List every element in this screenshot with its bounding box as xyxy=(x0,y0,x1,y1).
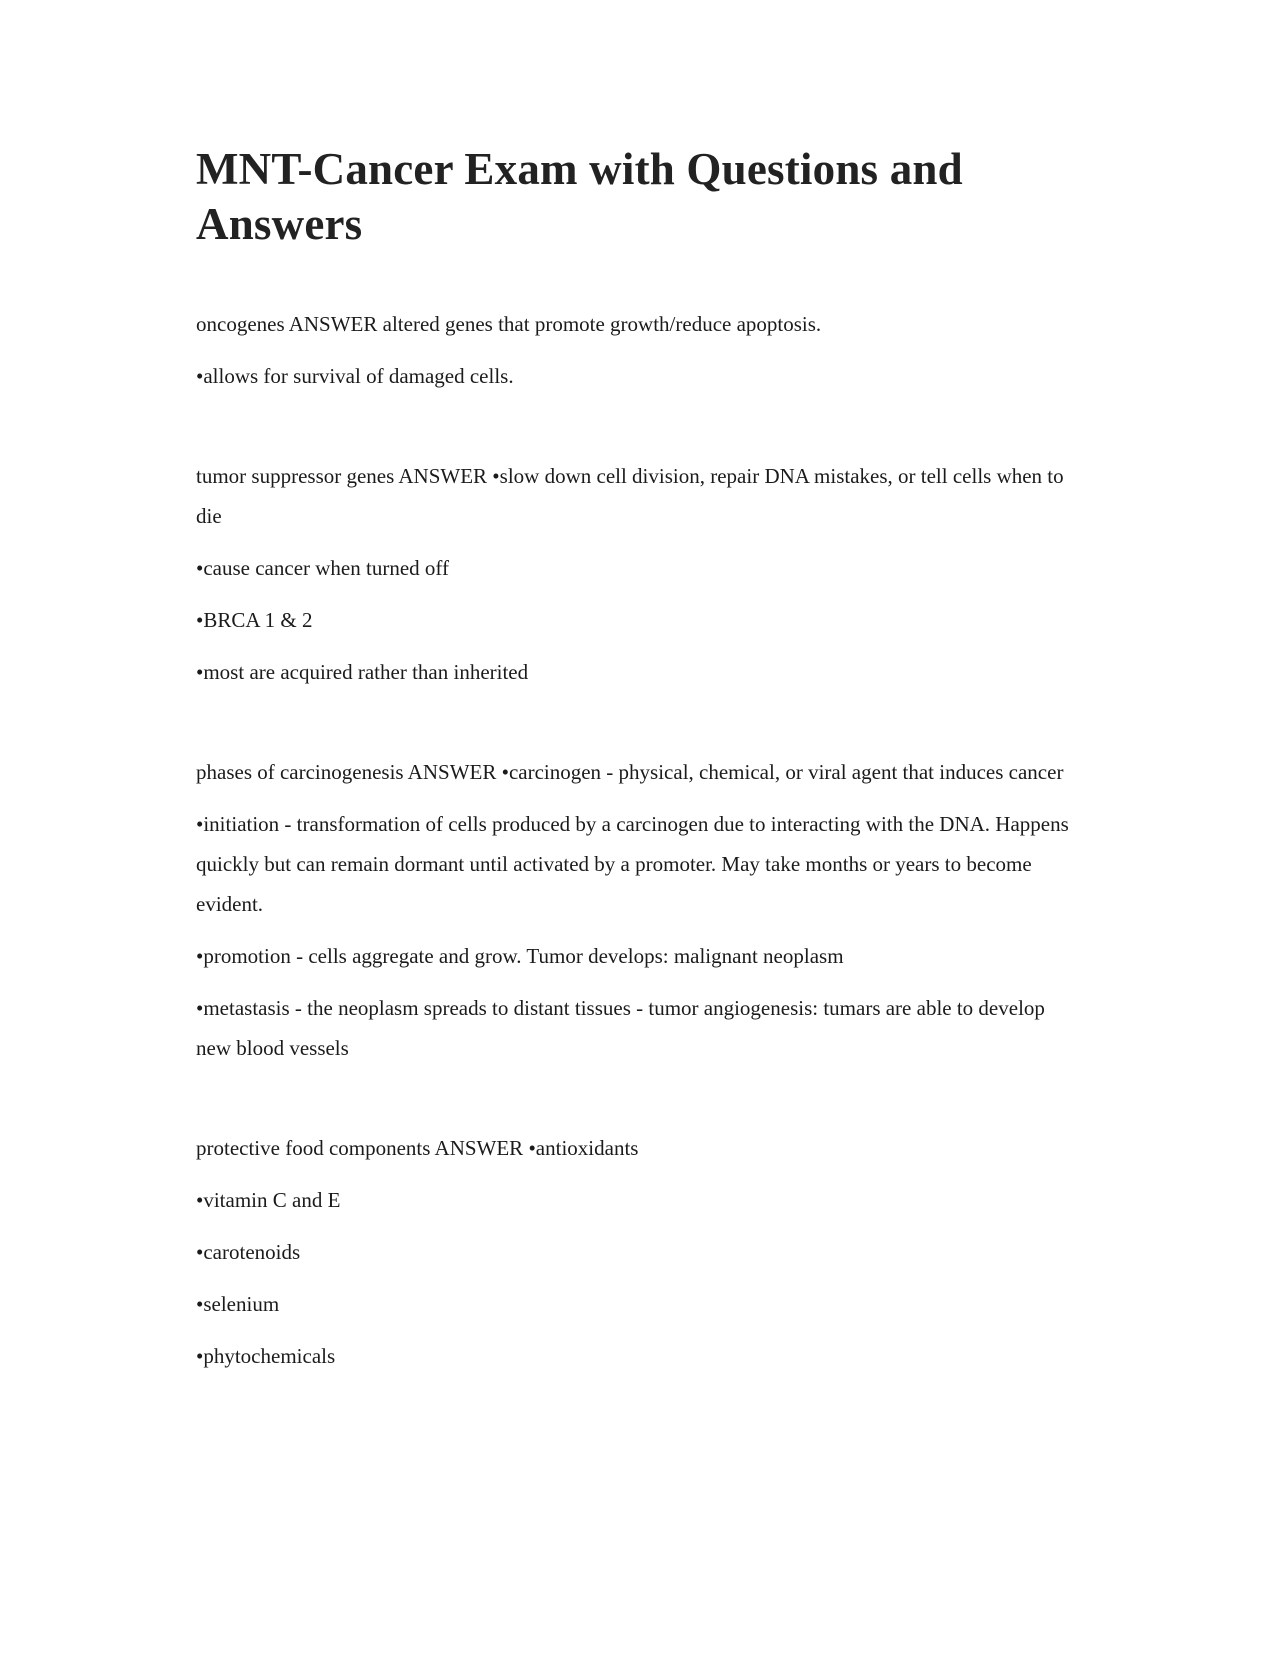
qa-line: •allows for survival of damaged cells. xyxy=(196,364,514,388)
section-gap xyxy=(196,704,1076,752)
document-page xyxy=(196,142,1076,1388)
qa-oncogenes xyxy=(196,304,1076,396)
qa-line: tumor suppressor genes ANSWER •slow down cell division, repair DNA mistakes, or tell cells when to die xyxy=(196,464,1064,528)
qa-line: •vitamin C and E xyxy=(196,1188,341,1212)
qa-tumor-suppressor-genes xyxy=(196,456,1076,692)
qa-line: oncogenes ANSWER altered genes that promote growth/reduce apoptosis. xyxy=(196,312,822,336)
qa-line: •BRCA 1 & 2 xyxy=(196,608,313,632)
qa-line: •phytochemicals xyxy=(196,1344,336,1368)
qa-line: •initiation - transformation of cells produced by a carcinogen due to interacting with the DNA. Happens quickly but can remain dormant until activated by a promoter. May take months or years to become evident. xyxy=(196,812,1069,916)
qa-line: phases of carcinogenesis ANSWER •carcinogen - physical, chemical, or viral agent that induces cancer xyxy=(196,760,1064,784)
qa-line: •metastasis - the neoplasm spreads to distant tissues - tumor angiogenesis: tumars are able to develop new blood vessels xyxy=(196,996,1045,1060)
document-title: MNT-Cancer Exam with Questions and Answers xyxy=(196,144,963,249)
qa-line: •promotion - cells aggregate and grow. Tumor develops: malignant neoplasm xyxy=(196,944,844,968)
qa-line: protective food components ANSWER •antioxidants xyxy=(196,1136,639,1160)
qa-line: •carotenoids xyxy=(196,1240,301,1264)
qa-protective-food-components xyxy=(196,1128,1076,1376)
section-gap xyxy=(196,1080,1076,1128)
qa-line: •cause cancer when turned off xyxy=(196,556,450,580)
qa-line: •most are acquired rather than inherited xyxy=(196,660,529,684)
section-gap xyxy=(196,408,1076,456)
qa-phases-of-carcinogenesis xyxy=(196,752,1076,1068)
qa-line: •selenium xyxy=(196,1292,280,1316)
